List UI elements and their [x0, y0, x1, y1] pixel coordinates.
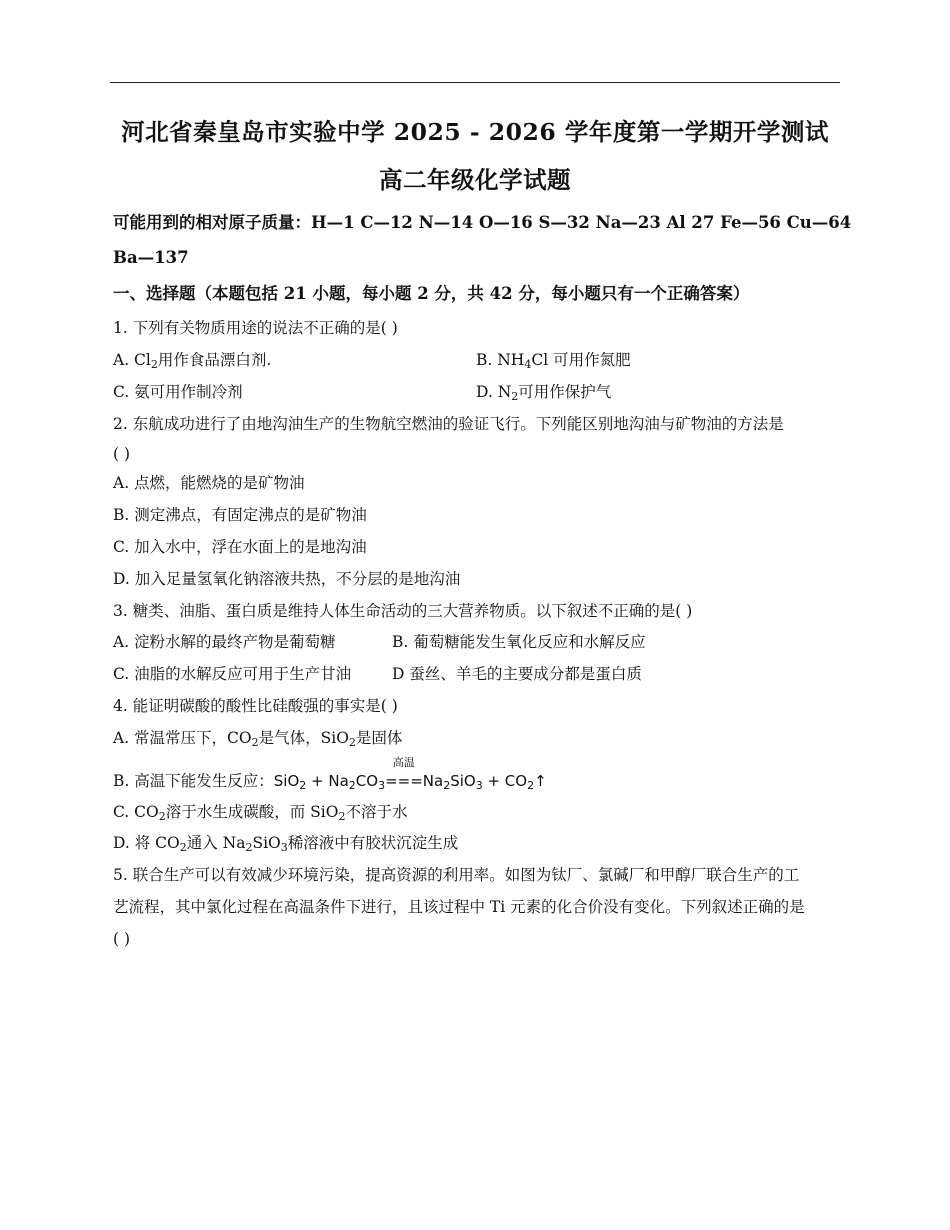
- q2-option-d: D. 加入足量氢氧化钠溶液共热，不分层的是地沟油: [113, 570, 461, 588]
- q1-option-d: D. $N_2$可用作保护气: [476, 383, 612, 403]
- q3-option-b: B. 葡萄糖能发生氧化反应和水解反应: [392, 633, 646, 651]
- reaction-condition: 高温: [392, 756, 415, 769]
- q5-stem-line2: 艺流程，其中氯化过程在高温条件下进行，且该过程中 Ti 元素的化合价没有变化。下列叙述正确的是: [113, 898, 805, 916]
- atomic-masses-line2: Ba—137: [113, 248, 189, 267]
- q3-option-c: C. 油脂的水解反应可用于生产甘油: [113, 665, 352, 683]
- q5-stem-line3: ( ): [113, 930, 131, 948]
- q3-option-d: D 蚕丝、羊毛的主要成分都是蛋白质: [392, 665, 642, 683]
- q1-option-c: C. 氨可用作制冷剂: [113, 383, 243, 401]
- page-title: 河北省秦皇岛市实验中学 2025 - 2026 学年度第一学期开学测试: [121, 118, 829, 146]
- q2-option-c: C. 加入水中，浮在水面上的是地沟油: [113, 538, 367, 556]
- q4-option-c: C. $CO_2$溶于水生成碳酸，而 SiO$_2$不溶于水: [113, 803, 408, 823]
- page-subtitle: 高二年级化学试题: [379, 166, 571, 194]
- section-heading: 一、选择题（本题包括 21 小题，每小题 2 分，共 42 分，每小题只有一个正确答案）: [113, 284, 750, 303]
- q4-option-d: D. 将 $CO_2$通入 $Na_2SiO_3$稀溶液中有胶状沉淀生成: [113, 834, 459, 854]
- q2-stem-line1: 2. 东航成功进行了由地沟油生产的生物航空燃油的验证飞行。下列能区别地沟油与矿物油的方法是: [113, 415, 784, 433]
- q3-option-a: A. 淀粉水解的最终产物是葡萄糖: [113, 633, 336, 651]
- q4-equation: $SiO_2 + Na_2CO_3$ 高温 $===Na_2SiO_3$ + $CO_2↑$: [274, 772, 547, 790]
- q4-option-a: A. 常温常压下，$CO_2$是气体，SiO$_2$是固体: [113, 729, 403, 749]
- q4-option-b: B. 高温下能发生反应：$SiO_2 + Na_2CO_3$ 高温 $===Na_2SiO_3$ + $CO_2↑$: [113, 771, 547, 791]
- q2-stem-line2: ( ): [113, 445, 131, 463]
- q5-stem-line1: 5. 联合生产可以有效减少环境污染，提高资源的利用率。如图为钛厂、氯碱厂和甲醇厂联合生产的工: [113, 866, 800, 884]
- q1-option-a: A. $Cl_2$用作食品漂白剂.: [113, 351, 272, 371]
- q1-option-b: B. $NH_4Cl$ 可用作氮肥: [476, 351, 631, 371]
- q2-option-b: B. 测定沸点，有固定沸点的是矿物油: [113, 506, 367, 524]
- q4-stem: 4. 能证明碳酸的酸性比硅酸强的事实是( ): [113, 697, 398, 715]
- q1-stem: 1. 下列有关物质用途的说法不正确的是( ): [113, 319, 398, 337]
- q2-option-a: A. 点燃，能燃烧的是矿物油: [113, 474, 305, 492]
- q3-stem: 3. 糖类、油脂、蛋白质是维持人体生命活动的三大营养物质。以下叙述不正确的是( ): [113, 602, 693, 620]
- header-rule: [110, 82, 840, 83]
- atomic-masses-line1: 可能用到的相对原子质量：H—1 C—12 N—14 O—16 S—32 Na—23 Al 27 Fe—56 Cu—64: [113, 213, 852, 232]
